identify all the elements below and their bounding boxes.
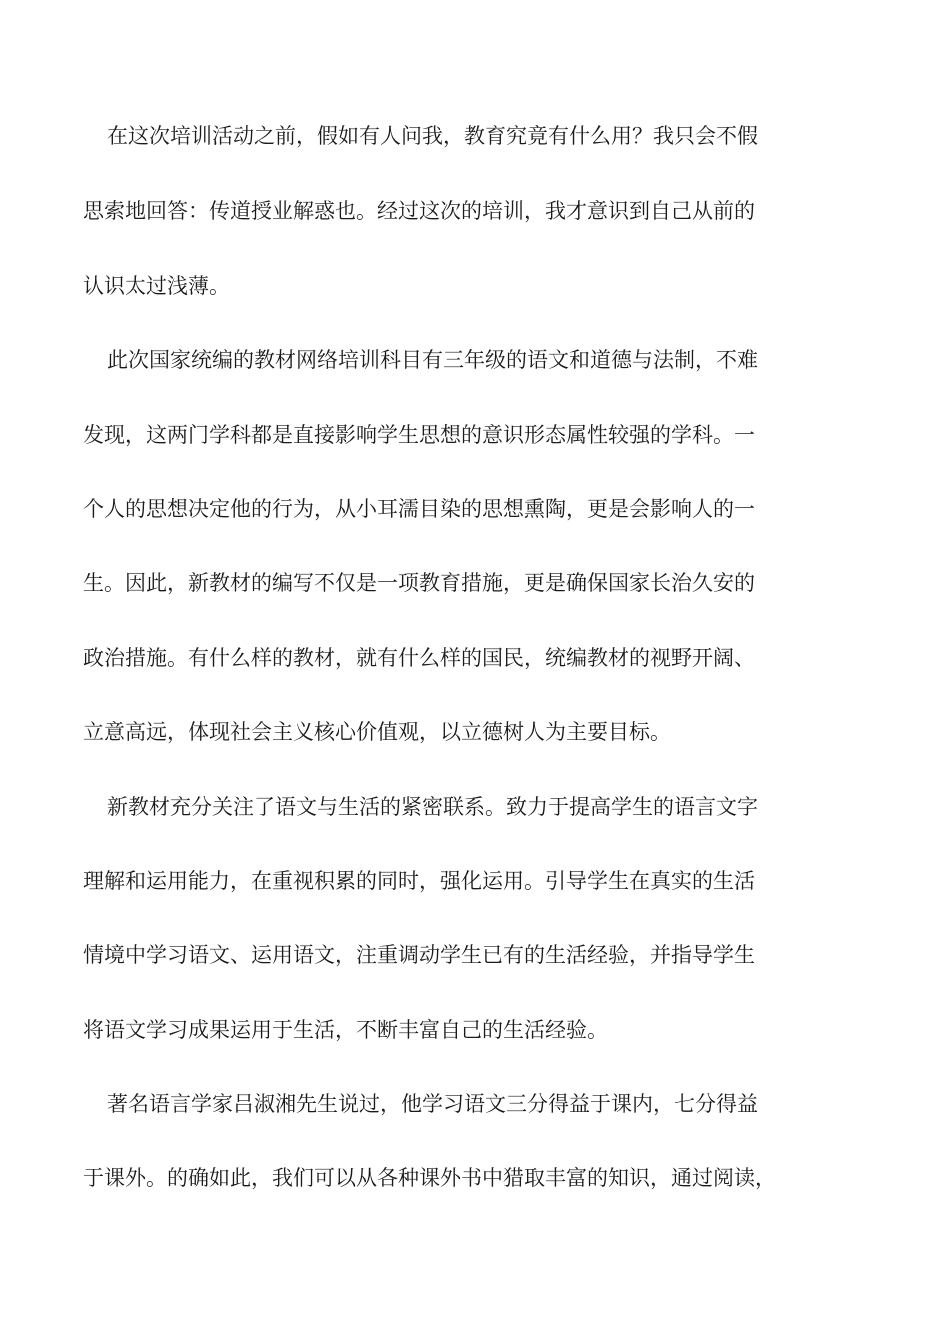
paragraph-2-line-6: 立意高远，体现社会主义核心价值观，以立德树人为主要目标。 (83, 720, 671, 744)
paragraph-3-line-1: 新教材充分关注了语文与生活的紧密联系。致力于提高学生的语言文字 (107, 795, 758, 819)
paragraph-2-line-2: 发现，这两门学科都是直接影响学生思想的意识形态属性较强的学科。一 (83, 423, 755, 447)
paragraph-2-line-4: 生。因此，新教材的编写不仅是一项教育措施，更是确保国家长治久安的 (83, 571, 755, 595)
paragraph-3-line-2: 理解和运用能力，在重视积累的同时，强化运用。引导学生在真实的生活 (83, 869, 755, 893)
paragraph-4-line-1: 著名语言学家吕淑湘先生说过，他学习语文三分得益于课内，七分得益 (107, 1092, 758, 1116)
paragraph-2-line-5: 政治措施。有什么样的教材，就有什么样的国民，统编教材的视野开阔、 (83, 646, 755, 670)
paragraph-4-line-2: 于课外。的确如此，我们可以从各种课外书中猎取丰富的知识，通过阅读， (83, 1166, 776, 1190)
paragraph-1-line-1: 在这次培训活动之前，假如有人问我，教育究竟有什么用？我只会不假 (107, 124, 758, 148)
paragraph-1-line-3: 认识太过浅薄。 (83, 274, 230, 298)
paragraph-3-line-4: 将语文学习成果运用于生活，不断丰富自己的生活经验。 (83, 1018, 608, 1042)
paragraph-3-line-3: 情境中学习语文、运用语文，注重调动学生已有的生活经验，并指导学生 (83, 943, 755, 967)
paragraph-2-line-3: 个人的思想决定他的行为，从小耳濡目染的思想熏陶，更是会影响人的一 (83, 497, 755, 521)
paragraph-2-line-1: 此次国家统编的教材网络培训科目有三年级的语文和道德与法制，不难 (107, 348, 758, 372)
paragraph-1-line-2: 思索地回答：传道授业解惑也。经过这次的培训，我才意识到自己从前的 (83, 199, 755, 223)
